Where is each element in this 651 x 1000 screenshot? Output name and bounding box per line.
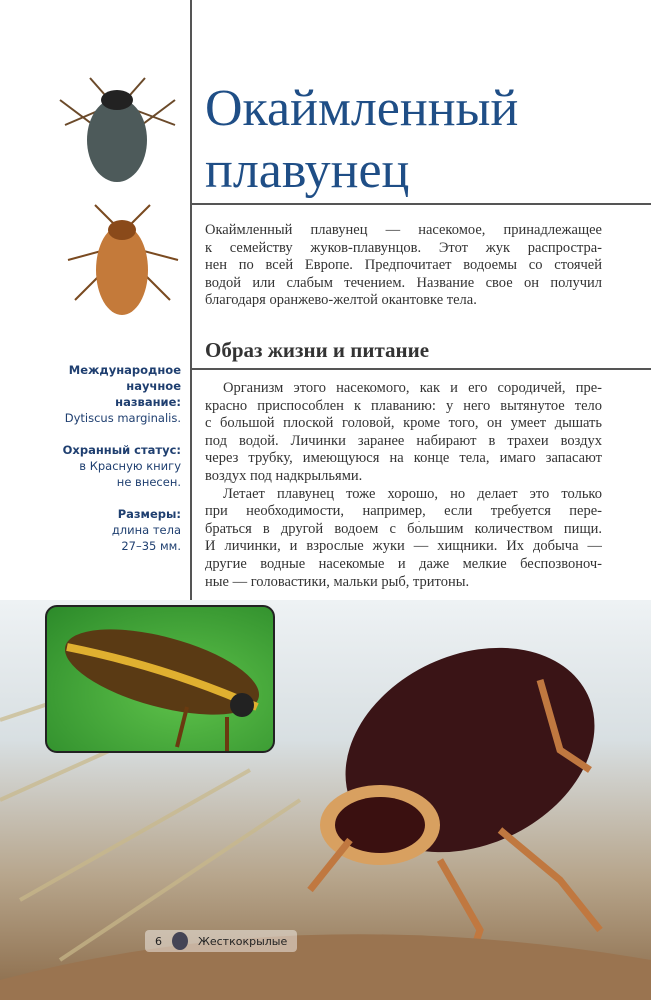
intro-paragraph: Окаймленный плавунец — насекомое, принадлежащее к семейству жуков-плавунцов. Этот жук распростра- нен по всей Европе. Предпочитает водоемы со стоячей водой или слабым течением. Название свое он получил благодаря оранжево-желтой окантовке тела.: [205, 222, 602, 309]
beetle-side-view: [47, 607, 275, 753]
beetle-icon: [172, 932, 188, 950]
scientific-name-info: Международное научное название: Dytiscus marginalis.: [64, 363, 181, 425]
heading-rule: [190, 368, 651, 370]
section-name: Жесткокрылые: [198, 934, 288, 948]
page-number: 6: [155, 934, 162, 948]
beetle-inset-photo: [45, 605, 275, 753]
beetle-top-view-image: [50, 70, 185, 190]
size-info: Размеры: длина тела 27–35 мм.: [111, 507, 181, 553]
conservation-status-info: Охранный статус: в Красную книгу не внесен.: [62, 443, 181, 489]
page-title: Окаймленный плавунец: [205, 80, 519, 199]
body-text: Организм этого насекомого, как и его сородичей, пре- красно приспособлен к плаванию: у него вытянутое тело с большой плоской головой, кроме того, он умеет дышать под водой. Личинки заранее набирают в трахеи воздух через трубку, имеющуюся на конце тела, имаго запасают воздух под надкрыльями. Летает плавунец тоже хорошо, но делает это только при необходимости, например, если требуется пере- браться в другой водоем с бо́льшим количеством пищи. И личинки, и взрослые жуки — хищники. Их добыча — другие водные насекомые и даже мелкие беспозвоноч- ные — головастики, мальки рыб, тритоны.: [205, 380, 602, 590]
column-divider: [190, 0, 192, 600]
page-footer: [145, 930, 297, 952]
beetle-bottom-view-image: [60, 200, 185, 330]
section-heading: Образ жизни и питание: [205, 338, 430, 362]
title-rule: [190, 203, 651, 205]
